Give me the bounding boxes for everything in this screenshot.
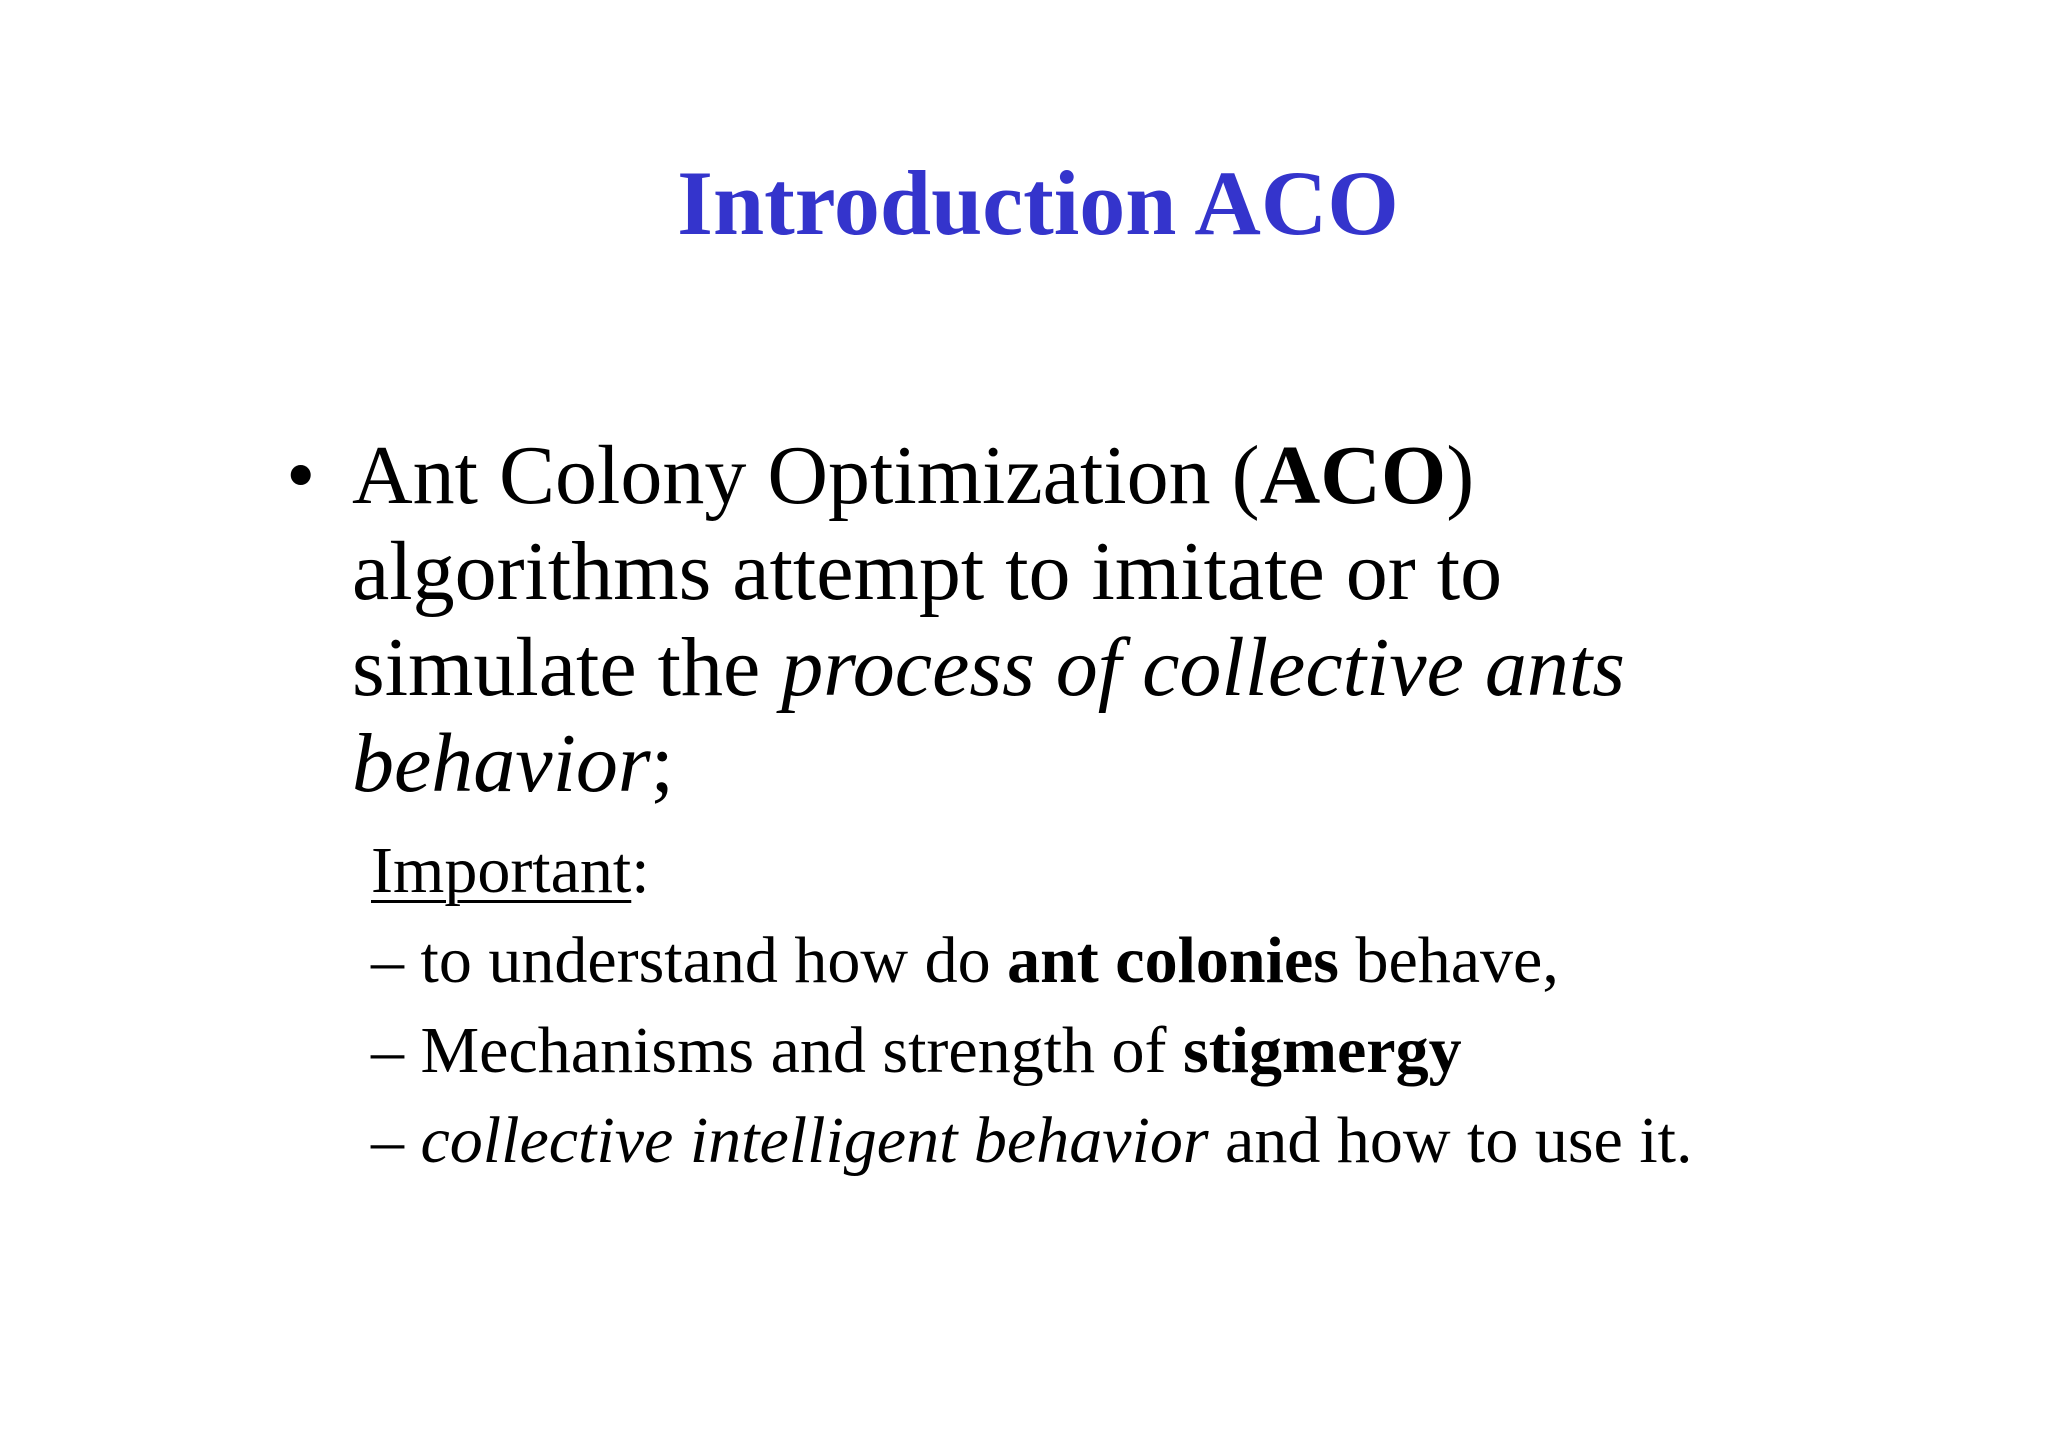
important-heading [371,826,1971,916]
aco-bold-term: ACO [1259,429,1447,522]
bullet-line-1-text-a: Ant Colony Optimization ( [352,429,1260,522]
sub-list [371,826,1971,1186]
bullet-line-1 [352,428,1852,524]
bullet-line-3 [352,620,1852,716]
bullet-line-3-text-a: simulate the [352,621,782,714]
sub-item-3-dash: – [371,1104,421,1177]
bullet-line-3-italic: process of collective ants [781,621,1625,714]
sub-item-3 [371,1096,1971,1186]
bullet-text [352,428,1852,812]
sub-item-1-text-a: to understand how do [420,924,1008,997]
sub-item-2-text-a: Mechanisms and strength of [420,1014,1184,1087]
bullet-line-4-text-b: ; [650,717,674,810]
sub-item-2-dash: – [371,1014,421,1087]
sub-item-1-text-b: behave, [1338,924,1559,997]
sub-item-1-dash: – [371,924,421,997]
sub-item-1-bold: ant colonies [1007,924,1339,997]
bullet-line-4 [352,716,1852,812]
important-colon: : [631,834,650,907]
bullet-line-1-text-b: ) [1446,429,1475,522]
sub-item-2 [371,1006,1971,1096]
bullet-line-2: algorithms attempt to imitate or to [352,525,1503,618]
sub-item-3-text-b: and how to use it. [1208,1104,1693,1177]
important-label: Important [371,834,632,907]
bullet-marker: • [286,429,316,522]
sub-item-2-bold: stigmergy [1183,1014,1462,1087]
sub-item-3-italic: collective intelligent behavior [420,1104,1209,1177]
bullet-line-4-italic: behavior [352,717,651,810]
slide-title: Introduction ACO [677,152,1399,254]
sub-item-1 [371,916,1971,1006]
